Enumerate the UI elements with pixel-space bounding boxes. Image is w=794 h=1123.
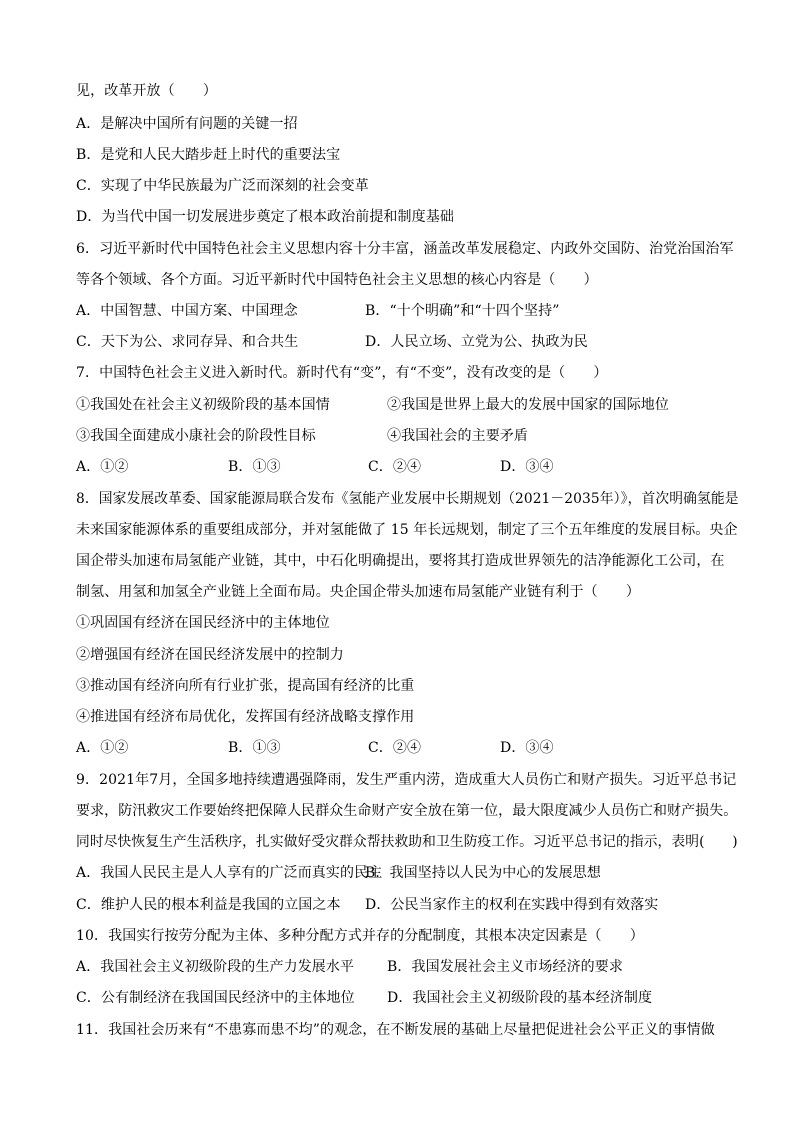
q10-option-d: D．我国社会主义初级阶段的基本经济制度 <box>387 990 653 1006</box>
q7-statement-4: ④我国社会的主要矛盾 <box>387 428 528 444</box>
question-7: 7．中国特色社会主义进入新时代。新时代有“变”，有“不变”，没有改变的是（ ） <box>76 365 608 381</box>
question-11: 11．我国社会历来有“不患寡而患不均”的观念，在不断发展的基础上尽量把促进社会公平正义的事情做 <box>76 1022 715 1038</box>
question-8-cont-1: 未来国家能源体系的重要组成部分，并对氢能做了 15 年长远规划，制定了三个五年维度的发展目标。央企 <box>76 522 738 538</box>
q6-option-c: C．天下为公、求同存异、和合共生 <box>76 334 299 350</box>
q10-option-b: B．我国发展社会主义市场经济的要求 <box>387 959 623 975</box>
q10-option-a: A．我国社会主义初级阶段的生产力发展水平 <box>76 959 355 975</box>
question-6: 6．习近平新时代中国特色社会主义思想内容十分丰富，涵盖改革发展稳定、内政外交国防、治党治国治军 <box>76 241 734 257</box>
q8-statement-1: ①巩固国有经济在国民经济中的主体地位 <box>76 615 330 631</box>
q7-option-c: C．②④ <box>368 459 422 475</box>
q9-option-d: D．公民当家作主的权利在实践中得到有效落实 <box>365 897 659 913</box>
question-9: 9．2021年7月，全国多地持续遭遇强降雨，发生严重内涝，造成重大人员伤亡和财产损失。习近平总书记 <box>76 772 737 788</box>
option-d: D．为当代中国一切发展进步奠定了根本政治前提和制度基础 <box>76 209 454 225</box>
q7-option-a: A．①② <box>76 459 129 475</box>
q10-option-c: C．公有制经济在我国国民经济中的主体地位 <box>76 990 355 1006</box>
q7-statement-1: ①我国处在社会主义初级阶段的基本国情 <box>76 397 330 413</box>
q8-statement-4: ④推进国有经济布局优化，发挥国有经济战略支撑作用 <box>76 709 415 725</box>
q8-option-c: C．②④ <box>368 740 422 756</box>
q6-option-b: B．“十个明确”和“十四个坚持” <box>365 303 560 319</box>
q8-option-b: B．①③ <box>228 740 281 756</box>
q7-option-d: D．③④ <box>500 459 554 475</box>
question-8-cont-2: 国企带头加速布局氢能产业链，其中，中石化明确提出，要将其打造成世界领先的洁净能源化工公司，在 <box>76 553 725 569</box>
option-c: C．实现了中华民族最为广泛而深刻的社会变革 <box>76 178 369 194</box>
question-10: 10．我国实行按劳分配为主体、多种分配方式并存的分配制度，其根本决定因素是（ ） <box>76 928 644 944</box>
q8-option-d: D．③④ <box>500 740 554 756</box>
text-line: 见，改革开放（ ） <box>76 83 217 99</box>
question-8: 8．国家发展改革委、国家能源局联合发布《氢能产业发展中长期规划（2021－2035年）》，首次明确氢能是 <box>76 491 739 507</box>
question-9-cont-2: 同时尽快恢复生产生活秩序，扎实做好受灾群众帮扶救助和卫生防疫工作。习近平总书记的指示，表明( ) <box>76 834 738 850</box>
q6-option-a: A．中国智慧、中国方案、中国理念 <box>76 303 298 319</box>
q9-option-c: C．维护人民的根本利益是我国的立国之本 <box>76 897 341 913</box>
question-6-cont: 等各个领域、各个方面。习近平新时代中国特色社会主义思想的核心内容是（ ） <box>76 272 598 288</box>
question-8-cont-3: 制氢、用氢和加氢全产业链上全面布局。央企国企带头加速布局氢能产业链有利于（ ） <box>76 584 640 600</box>
q6-option-d: D．人民立场、立党为公、执政为民 <box>365 334 588 350</box>
q8-option-a: A．①② <box>76 740 129 756</box>
q9-option-b: B．我国坚持以人民为中心的发展思想 <box>365 865 601 881</box>
option-a: A．是解决中国所有问题的关键一招 <box>76 116 298 132</box>
question-9-cont-1: 要求，防汛救灾工作要始终把保障人民群众生命财产安全放在第一位，最大限度减少人员伤亡和财产损失。 <box>76 803 738 819</box>
q7-statement-3: ③我国全面建成小康社会的阶段性目标 <box>76 428 316 444</box>
q8-statement-2: ②增强国有经济在国民经济发展中的控制力 <box>76 647 344 663</box>
q9-option-a: A．我国人民民主是人人享有的广泛而真实的民主 <box>76 865 383 881</box>
q7-statement-2: ②我国是世界上最大的发展中国家的国际地位 <box>387 397 669 413</box>
q7-option-b: B．①③ <box>228 459 281 475</box>
q8-statement-3: ③推动国有经济向所有行业扩张，提高国有经济的比重 <box>76 678 415 694</box>
option-b: B．是党和人民大踏步赶上时代的重要法宝 <box>76 147 341 163</box>
